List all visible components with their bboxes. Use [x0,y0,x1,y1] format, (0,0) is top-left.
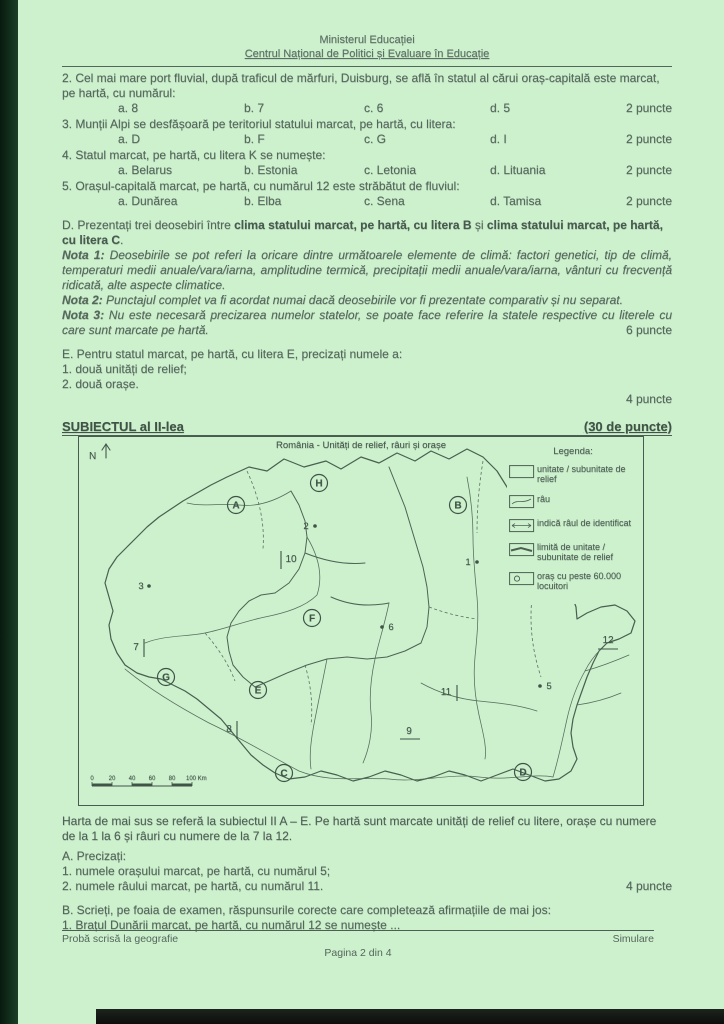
section-d-text: D. Prezentați trei deosebiri între [62,217,235,232]
relief-letter: A [232,500,240,512]
north-arrow [89,441,113,462]
legend-item [509,571,637,591]
section-b-item: 1. Brațul Dunării marcat, pe hartă, cu numărul 12 se numește ... [62,917,401,932]
section-e-item: 1. două unități de relief; [62,361,187,376]
section-a-heading: A. Precizați: [62,848,127,863]
map-title: România - Unități de relief, râuri și orașe [275,439,447,451]
river-mures [145,537,320,643]
option: d. Tamisa [490,193,542,208]
option: b. Elba [244,193,282,208]
nota-text: Punctajul complet va fi acordat numai dacă deosebirile vor fi prezentate comparativ și nu separat. [102,292,623,307]
carpathians-east [389,467,429,643]
option: a. 8 [118,100,139,115]
option: d. Lituania [490,162,546,177]
section-d-bold: clima statului marcat, pe hartă, cu litera B [234,217,472,232]
city-dot [380,625,384,629]
river-danube [125,669,553,780]
scale-segment [92,783,112,786]
relief-letter: B [454,500,462,512]
river-number: 12 [602,634,614,646]
legend-label: râu [537,493,551,504]
legend-item [509,518,637,533]
section-d [62,218,672,338]
footer-exam-name: Probă scrisă la geografie [62,933,179,945]
river-number: 10 [285,553,297,565]
unit-limit-1 [247,471,263,549]
river-arrow-icon [509,519,537,533]
relief-letter: F [308,613,316,625]
north-arrow-icon [99,441,113,459]
section-d-intro [62,218,672,248]
section-d-bold: clima statului marcat, pe hartă, cu litera C [62,217,663,247]
scale-bar [87,773,257,795]
scale-label: 0 [90,775,94,782]
section-a [62,849,672,894]
question-options [62,194,672,209]
page-footer [62,930,654,959]
subject2-points: (30 de puncte) [583,418,672,434]
nota-label: Nota 2: [62,292,103,307]
option: a. D [118,131,141,146]
option: c. Letonia [364,162,417,177]
legend-label: limită de unitate / subunitate de relief [537,541,614,562]
city-dot [147,584,151,588]
river-olt [363,603,389,763]
city-circle-icon [509,572,537,586]
question-text: 2. Cel mai mare port fluvial, după traficul de mărfuri, Duisburg, se află în statul al cărui oraș-capitală este marcat, pe hartă, cu numărul: [62,70,660,100]
question-points: 2 puncte [625,193,672,208]
nota-label: Nota 3: [62,307,105,322]
city-number: 2 [303,520,309,532]
carpathians-south [255,643,421,687]
section-b-heading: B. Scrieți, pe foaia de examen, răspunsurile corecte care completează afirmațiile de mai jos: [62,902,551,917]
question-points: 2 puncte [625,162,672,177]
option: a. Dunărea [118,193,178,208]
romania-map [78,436,644,806]
river-number: 9 [406,725,412,737]
question-options [62,163,672,178]
city-dot [538,684,542,688]
nota [62,293,672,308]
legend-label: indică râul de identificat [537,517,632,528]
scale-label: 80 [168,775,176,782]
inner-line-1 [305,553,365,564]
footer-session: Simulare [612,933,654,945]
city-number: 5 [546,680,552,692]
nota [62,248,672,293]
section-e [62,347,672,407]
section-e-heading: E. Pentru statul marcat, pe hartă, cu litera E, precizați numele a: [62,346,403,361]
river-jiu [310,659,327,769]
questions [62,71,672,209]
unit-limit-4 [305,665,312,725]
section-b [62,903,672,933]
unit-limit-5 [429,607,477,619]
ministry-header [62,34,672,67]
scan-dark-bottom-edge [96,1009,724,1024]
option: c. 6 [364,100,384,115]
scale-label: 60 [148,775,156,782]
section-a-item: 2. numele râului marcat, pe hartă, cu numărul 11. [62,878,324,893]
option: b. 7 [244,100,265,115]
scale-label: 40 [128,775,136,782]
relief-letter: E [254,685,262,697]
river-ialomita [421,683,537,711]
north-label: N [89,450,97,462]
delta-branch-2 [577,693,621,705]
option: c. G [364,131,387,146]
map-legend [507,445,637,604]
scale-segment [172,783,192,786]
limit-line-icon [509,543,537,557]
river-number: 8 [226,723,232,735]
nota-text: Deosebirile se pot referi la oricare dintre următoarele elemente de climă: factori genetici, tip de climă, temperaturi medii anuale/vara/iarna, amplitudine termică, precipitații medii anuale/vara/iarna, vânturi cu frecvență ridicată, alte aspecte climatice. [62,247,673,292]
city-number: 1 [465,556,471,568]
section-d-text: . [120,232,124,247]
city-number: 3 [138,580,144,592]
legend-items [509,464,637,590]
river-siret [467,477,486,759]
option: b. Estonia [244,162,298,177]
scale-label: 100 Km [186,775,207,782]
ministry-name: Ministerul Educației [319,34,415,46]
scan-dark-left-edge [0,0,18,1024]
option: d. 5 [490,100,511,115]
center-name: Centrul Național de Politici și Evaluare în Educație [244,47,490,60]
scale-label: 20 [108,775,116,782]
question-points: 2 puncte [625,100,672,115]
unit-limit-2 [477,461,483,533]
question-text: 5. Orașul-capitală marcat, pe hartă, cu numărul 12 este străbătut de fluviul: [62,178,460,193]
subject2-heading-row [62,419,672,436]
section-d-points: 6 puncte [625,322,672,337]
question-options [62,101,672,116]
section-d-text: și [471,217,487,232]
delta-branch-1 [585,655,629,671]
section-e-item: 2. două orașe. [62,376,139,391]
option: d. I [490,131,507,146]
option: b. F [244,131,265,146]
option: a. Belarus [118,162,173,177]
city-dot [313,524,317,528]
nota-label: Nota 1: [62,247,105,262]
question-text: 4. Statul marcat, pe hartă, cu litera K se numește: [62,147,326,162]
page-content [18,0,724,933]
map-reference-paragraph: Harta de mai sus se referă la subiectul II A – E. Pe hartă sunt marcate unități de relief cu litere, orașe cu numere de la 1 la 6 și râuri cu numere de la 7 la 12. [62,813,657,843]
apuseni [227,593,275,687]
legend-item [509,464,637,484]
question-options [62,132,672,147]
question-points: 2 puncte [625,131,672,146]
relief-letter: D [519,767,527,779]
relief-letter: C [280,768,288,780]
scale-segment [132,783,152,786]
relief-letter: G [162,672,170,684]
city-dot [475,560,479,564]
relief-box-icon [509,465,537,479]
legend-label: unitate / subunitate de relief [537,464,626,485]
section-e-points: 4 puncte [625,391,672,406]
question-text: 3. Munții Alpi se desfășoară pe teritoriul statului marcat, pe hartă, cu litera: [62,116,456,131]
nota-text: Nu este necesară precizarea numelor statelor, se poate face referire la statele respective cu literele cu care sunt marcate pe hartă. [62,307,673,337]
city-number: 6 [388,621,394,633]
river-line-icon [509,495,537,509]
legend-title: Legenda: [553,445,593,457]
option: c. Sena [364,193,405,208]
legend-item [509,542,637,562]
relief-letter: H [315,478,323,490]
footer-page-number: Pagina 2 din 4 [324,947,392,959]
section-e-items [62,362,672,392]
river-number: 7 [133,641,139,653]
inner-line-2 [331,597,389,605]
section-a-points: 4 puncte [625,878,672,893]
transylvania-line [275,491,307,593]
legend-label: oraș cu peste 60.000 locuitori [537,570,622,591]
subject2-title: SUBIECTUL al II-lea [62,418,184,434]
section-a-item: 1. numele orașului marcat, pe hartă, cu numărul 5; [62,863,331,878]
river-number: 11 [440,686,452,698]
legend-item [509,494,637,509]
